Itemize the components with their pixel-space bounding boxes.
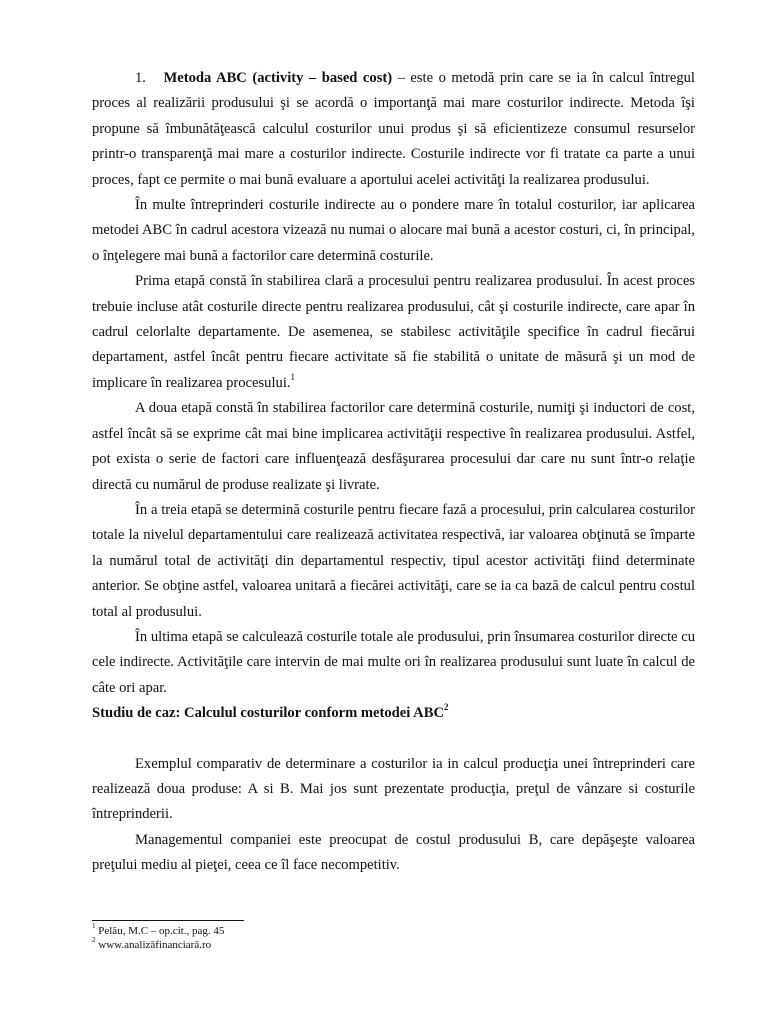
footnote-ref-1[interactable]: 1 (290, 372, 296, 383)
footnote-1 (92, 924, 392, 938)
footnote-separator (92, 920, 244, 921)
section-number: 1. (135, 70, 146, 86)
paragraph-indirect-costs: În multe întreprinderi costurile indirecte au o pondere mare în totalul costurilor, iar aplicarea metodei ABC în cadrul acestora vizează nu numai o alocare mai bună a acestor costuri, ci, în principal, o înţelegere mai bună a factorilor care determină costurile. (92, 197, 695, 264)
paragraph-example: Exemplul comparativ de determinare a costurilor ia in calcul producţia unei întreprinderi care realizează doua produse: A si B. Mai jos sunt prezentate producţia, preţul de vânzare si costurile întreprinderii. (92, 755, 695, 823)
body-text (92, 66, 695, 879)
section-text: – este o metodă prin care se ia în calcul întregul proces al realizării produsului şi se acordă o importanţă mai mare costurilor indirecte. Metoda îşi propune să îmbunătăţească calculul costurilor unui produs şi să eficientizeze consumul resurselor printr-o transparenţă mai mare a costurilor indirecte. Costurile indirecte vor fi tratate ca parte a unui proces, fapt ce permite o mai bună evaluare a aportului acelei activităţi la realizarea produsului. (92, 70, 695, 188)
paragraph-management: Managementul companiei este preocupat de costul produsului B, care depăşeşte valoarea preţului mediu al pieţei, ceea ce îl face necompetitiv. (92, 831, 695, 874)
footnote-mark: 2 (92, 936, 96, 945)
footnote-text: Pelău, M.C – op.cit., pag. 45 (95, 925, 225, 937)
section-heading: Metoda ABC (activity – based cost) (163, 70, 393, 86)
section-paragraph (92, 66, 695, 193)
paragraph-third-stage: În a treia etapă se determină costurile pentru fiecare fază a procesului, prin calcularea costurilor totale la nivelul departamentului care realizează activitatea respectivă, iar valoarea obţinută se împarte la numărul total de activităţi din departamentul respectiv, tipul acestor activităţi fiind determinate anterior. Se obţine astfel, valoarea unitară a fiecărei activităţi, care se ia ca bază de calcul pentru costul total al produsului. (92, 501, 695, 620)
footnote-2 (92, 938, 392, 952)
footnote-mark: 1 (92, 922, 96, 931)
paragraph-first-stage (92, 269, 695, 396)
paragraph-first-stage-text: Prima etapă constă în stabilirea clară a procesului pentru realizarea produsului. În acest proces trebuie incluse atât costurile directe pentru realizarea produsului, cât şi costurile indirecte, care apar în cadrul celorlalte departamente. De asemenea, se stabilesc activităţile specifice în cadrul fiecărui departament, astfel încât pentru fiecare activitate să fie stabilită o unitate de măsură şi un mod de implicare în realizarea procesului. (92, 273, 695, 391)
paragraph-second-stage: A doua etapă constă în stabilirea factorilor care determină costurile, numiţi şi inductori de cost, astfel încât să se exprime cât mai bine implicarea activităţii respective în realizarea produsului. Astfel, pot exista o serie de factori care influenţează desfăşurarea procesului dar care nu sunt într-o relaţie directă cu numărul de produse realizate şi livrate. (92, 400, 695, 493)
paragraph-last-stage: În ultima etapă se calculează costurile totale ale produsului, prin însumarea costurilor directe cu cele indirecte. Activităţile care intervin de mai multe ori în realizarea produsului sunt luate în calcul de câte ori apar. (92, 628, 695, 696)
footnotes (92, 920, 392, 952)
case-study-heading-text: Studiu de caz: Calculul costurilor conform metodei ABC (92, 705, 444, 722)
footnote-ref-2[interactable]: 2 (444, 702, 449, 713)
footnote-text: www.analizăfinanciară.ro (95, 939, 212, 951)
case-study-heading (92, 701, 695, 726)
